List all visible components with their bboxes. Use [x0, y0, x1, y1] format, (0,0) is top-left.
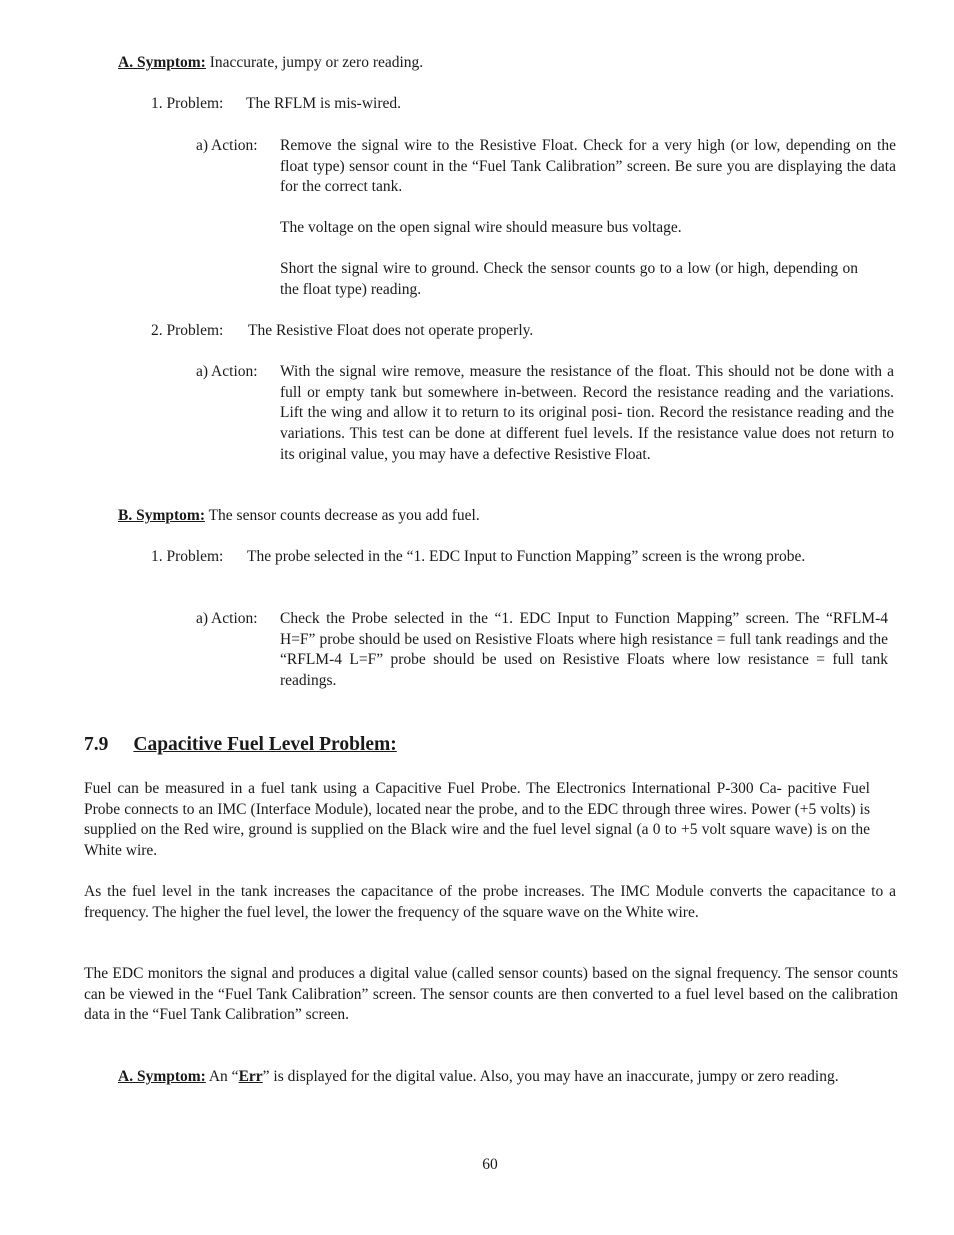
symptom-label: A. Symptom:	[118, 1068, 206, 1085]
body-paragraph: Fuel can be measured in a fuel tank using a Capacitive Fuel Probe. The Electronics International P-300 Ca- pacitive Fuel Probe connects to an IMC (Interface Module), located near the probe, and to the EDC through three wires. Power (+5 volts) is supplied on the Red wire, ground is supplied on the Black wire and the fuel level signal (a 0 to +5 volt square wave) is on the White wire.	[84, 780, 870, 860]
problem-label: 1. Problem:	[151, 548, 224, 565]
section-number: 7.9	[84, 734, 109, 755]
section-heading	[84, 733, 397, 757]
err-code: Err	[238, 1068, 263, 1085]
symptom-text: Inaccurate, jumpy or zero reading.	[205, 54, 424, 71]
body-paragraph: As the fuel level in the tank increases the capacitance of the probe increases. The IMC Module converts the capacitance to a frequency. The higher the fuel level, the lower the frequency of the square wave on the White wire.	[84, 883, 896, 921]
section-title: Capacitive Fuel Level Problem:	[133, 734, 397, 755]
action-paragraph: The voltage on the open signal wire should measure bus voltage.	[280, 219, 682, 236]
action-paragraph: Remove the signal wire to the Resistive Float. Check for a very high (or low, depending on the float type) sensor count in the “Fuel Tank Calibration” screen. Be sure you are displaying the data for the correct tank.	[280, 137, 896, 196]
symptom-label: B. Symptom:	[118, 507, 205, 524]
symptom-b-line	[118, 506, 898, 527]
action-label: a) Action:	[196, 363, 258, 380]
action-label: a) Action:	[196, 137, 258, 154]
symptom-text: The sensor counts decrease as you add fuel.	[204, 507, 480, 524]
action-paragraph: Check the Probe selected in the “1. EDC Input to Function Mapping” screen. The “RFLM-4 H=F” probe should be used on Resistive Floats where high resistance = full tank readings and the “RFLM-4 L=F” probe should be used on Resistive Floats where low resistance = full tank readings.	[280, 610, 888, 690]
page-number: 60	[482, 1156, 498, 1173]
symptom-text-post: ” is displayed for the digital value. Also, you may have an inaccurate, jumpy or zero reading.	[262, 1068, 839, 1085]
symptom-label: A. Symptom:	[118, 54, 206, 71]
symptom-a-line	[118, 53, 898, 74]
problem-text: The Resistive Float does not operate properly.	[248, 322, 534, 339]
symptom-text-pre: An “	[205, 1068, 239, 1085]
action-paragraph: Short the signal wire to ground. Check the sensor counts go to a low (or high, depending on the float type) reading.	[280, 260, 858, 298]
action-label: a) Action:	[196, 610, 258, 627]
problem-text: The RFLM is mis-wired.	[246, 95, 401, 112]
problem-text: The probe selected in the “1. EDC Input to Function Mapping” screen is the wrong probe.	[247, 548, 806, 565]
symptom-a2-line	[118, 1067, 954, 1088]
problem-label: 2. Problem:	[151, 322, 224, 339]
action-paragraph: With the signal wire remove, measure the resistance of the float. This should not be done with a full or empty tank but somewhere in-between. Record the resistance reading and the variations. Lift the wing and allow it to return to its original posi- tion. Record the resistance reading and the variations. This test can be done at different fuel levels. If the resistance value does not return to its original value, you may have a defective Resistive Float.	[280, 363, 894, 463]
body-paragraph: The EDC monitors the signal and produces a digital value (called sensor counts) based on the signal frequency. The sensor counts can be viewed in the “Fuel Tank Calibration” screen. The sensor counts are then converted to a fuel level based on the calibration data in the “Fuel Tank Calibration” screen.	[84, 965, 898, 1024]
problem-label: 1. Problem:	[151, 95, 224, 112]
